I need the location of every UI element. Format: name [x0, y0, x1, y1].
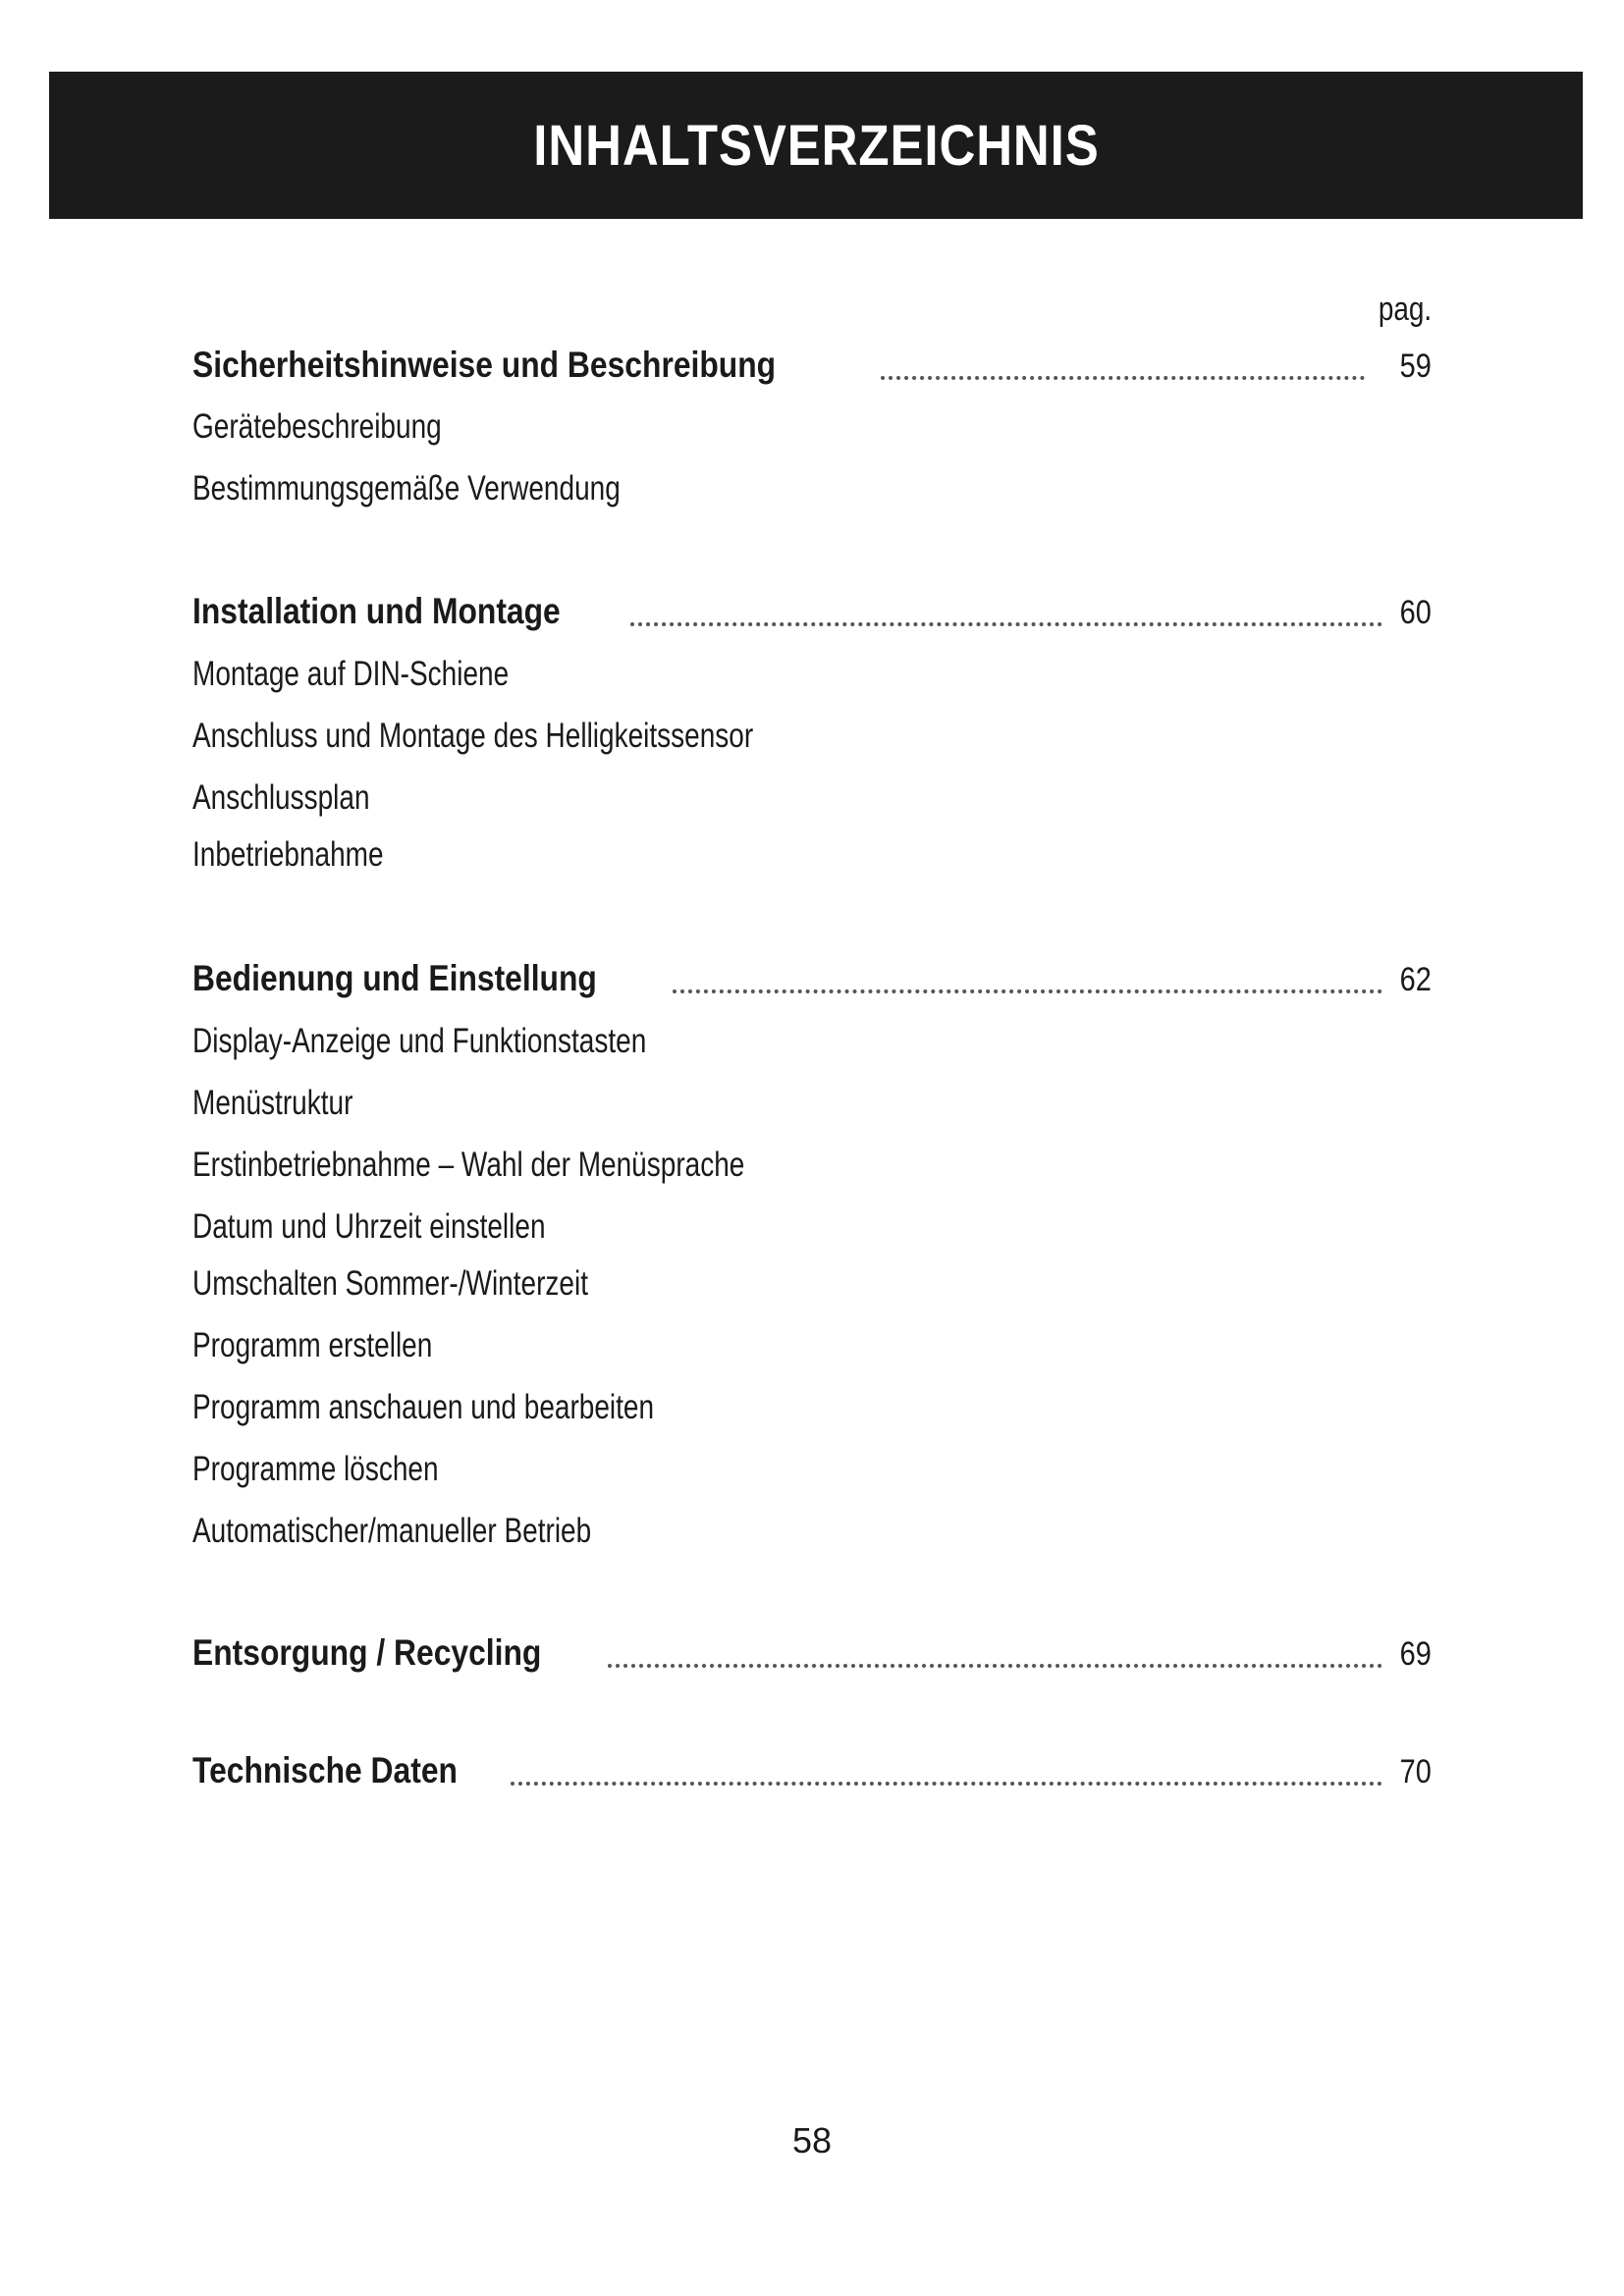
toc-section-operation[interactable]: [192, 957, 1432, 1001]
toc-section-title: Technische Daten: [192, 1750, 458, 1790]
toc-item[interactable]: Programm erstellen: [192, 1326, 433, 1364]
toc-page-number: 59: [1399, 347, 1432, 385]
toc-leader-dots: [511, 1782, 1382, 1786]
toc-section-title: Installation und Montage: [192, 591, 561, 631]
toc-page-number: 60: [1399, 594, 1432, 631]
page-column-label: pag.: [1378, 291, 1432, 328]
toc-leader-dots: [630, 622, 1382, 626]
page-title: INHALTSVERZEICHNIS: [532, 113, 1100, 178]
toc-item[interactable]: Anschluss und Montage des Helligkeitssensor: [192, 717, 754, 755]
toc-section-title: Bedienung und Einstellung: [192, 958, 597, 998]
toc-item[interactable]: Anschlussplan: [192, 778, 370, 817]
toc-item[interactable]: Programm anschauen und bearbeiten: [192, 1388, 655, 1426]
toc-item[interactable]: Datum und Uhrzeit einstellen: [192, 1207, 546, 1246]
header-bar: [49, 72, 1583, 219]
toc-section-technical-data[interactable]: [192, 1749, 1432, 1793]
toc-item[interactable]: Bestimmungsgemäße Verwendung: [192, 469, 621, 507]
toc-item[interactable]: Automatischer/manueller Betrieb: [192, 1512, 592, 1550]
toc-section-installation[interactable]: [192, 590, 1432, 634]
toc-page-number: 70: [1399, 1753, 1432, 1790]
toc-item[interactable]: Display-Anzeige und Funktionstasten: [192, 1022, 647, 1060]
toc-section-title: Entsorgung / Recycling: [192, 1632, 542, 1673]
toc-leader-dots: [673, 989, 1382, 993]
toc-page-number: 69: [1399, 1635, 1432, 1673]
toc-page-number: 62: [1399, 961, 1432, 998]
toc-item[interactable]: Umschalten Sommer-/Winterzeit: [192, 1264, 588, 1303]
toc-section-disposal[interactable]: [192, 1631, 1432, 1676]
toc-leader-dots: [881, 376, 1365, 380]
toc-leader-dots: [608, 1664, 1382, 1668]
toc-item[interactable]: Menüstruktur: [192, 1084, 353, 1122]
page-number: 58: [791, 2120, 833, 2161]
toc-section-title: Sicherheitshinweise und Beschreibung: [192, 345, 777, 385]
toc-item[interactable]: Erstinbetriebnahme – Wahl der Menüsprache: [192, 1146, 745, 1184]
toc-item[interactable]: Gerätebeschreibung: [192, 407, 442, 446]
toc-item[interactable]: Programme löschen: [192, 1450, 439, 1488]
toc-item[interactable]: Montage auf DIN-Schiene: [192, 655, 510, 693]
toc-item[interactable]: Inbetriebnahme: [192, 835, 384, 874]
toc-section-safety[interactable]: [192, 344, 1432, 388]
